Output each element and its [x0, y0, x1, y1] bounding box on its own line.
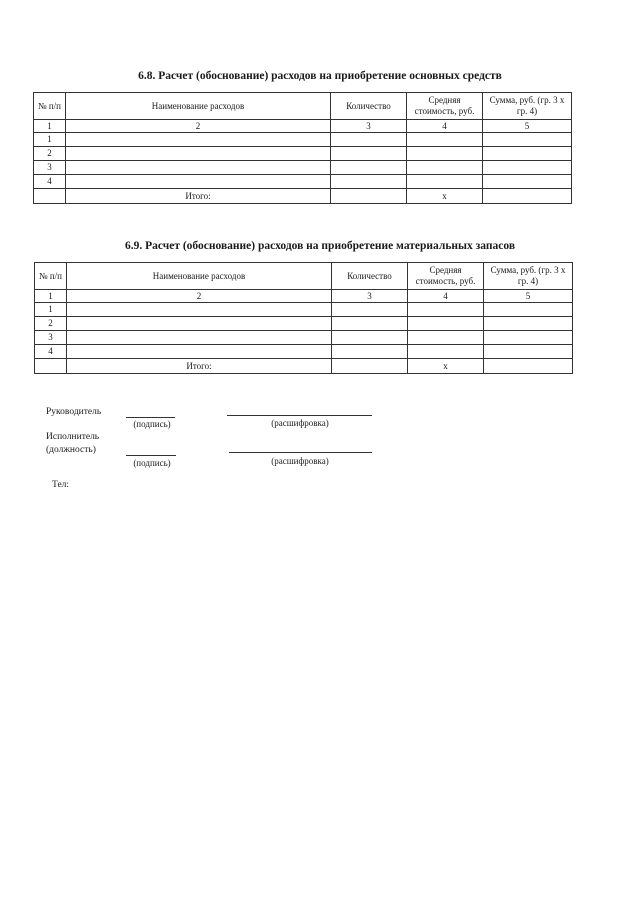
- table-row: [34, 133, 572, 147]
- column-number-row: [34, 120, 572, 133]
- header-num: № п/п: [35, 263, 67, 290]
- cell-avg[interactable]: [407, 161, 483, 175]
- header-avg-cost: Средняя стоимость, руб.: [408, 263, 484, 290]
- row-num: 4: [35, 345, 67, 359]
- phone-label: Тел:: [52, 480, 70, 490]
- cell-qty[interactable]: [332, 317, 408, 331]
- table-row: [35, 331, 573, 345]
- total-x: х: [408, 359, 484, 374]
- col-number: 2: [67, 290, 332, 303]
- total-sum[interactable]: [484, 359, 573, 374]
- table-row: [34, 175, 572, 189]
- executor-position-label: (должность): [46, 445, 96, 455]
- total-qty[interactable]: [331, 189, 407, 204]
- header-sum: Сумма, руб. (гр. 3 х гр. 4): [483, 93, 572, 120]
- head-decryption-caption: (расшифровка): [271, 418, 329, 428]
- executor-signature-caption: (подпись): [133, 458, 171, 468]
- row-num: 3: [35, 331, 67, 345]
- executor-label: Исполнитель: [46, 432, 100, 442]
- col-number: 3: [331, 120, 407, 133]
- header-sum: Сумма, руб. (гр. 3 х гр. 4): [484, 263, 573, 290]
- cell-qty[interactable]: [331, 175, 407, 189]
- col-number: 1: [34, 120, 66, 133]
- total-x: х: [407, 189, 483, 204]
- col-number: 4: [407, 120, 483, 133]
- cell-name[interactable]: [66, 161, 331, 175]
- cell-qty[interactable]: [331, 133, 407, 147]
- total-label: Итого:: [67, 359, 332, 374]
- table-row: [35, 345, 573, 359]
- cell-qty[interactable]: [332, 331, 408, 345]
- cell-sum[interactable]: [483, 161, 572, 175]
- head-signature-line[interactable]: [126, 417, 175, 418]
- cell-sum[interactable]: [483, 175, 572, 189]
- col-number: 2: [66, 120, 331, 133]
- executor-decryption-line[interactable]: [229, 452, 372, 453]
- total-row: [35, 359, 573, 374]
- row-num: 3: [34, 161, 66, 175]
- cell-avg[interactable]: [407, 133, 483, 147]
- row-num: 4: [34, 175, 66, 189]
- cell-name[interactable]: [67, 317, 332, 331]
- material-stocks-table: [34, 262, 573, 374]
- cell-name[interactable]: [67, 345, 332, 359]
- total-empty: [34, 189, 66, 204]
- col-number: 5: [484, 290, 573, 303]
- cell-qty[interactable]: [332, 345, 408, 359]
- total-qty[interactable]: [332, 359, 408, 374]
- header-qty: Количество: [332, 263, 408, 290]
- col-number: 5: [483, 120, 572, 133]
- cell-qty[interactable]: [331, 161, 407, 175]
- cell-sum[interactable]: [484, 317, 573, 331]
- row-num: 1: [35, 303, 67, 317]
- total-label: Итого:: [66, 189, 331, 204]
- cell-avg[interactable]: [408, 345, 484, 359]
- cell-sum[interactable]: [483, 133, 572, 147]
- cell-name[interactable]: [67, 331, 332, 345]
- head-label: Руководитель: [46, 407, 102, 417]
- header-name: Наименование расходов: [66, 93, 331, 120]
- table-header-row: [35, 263, 573, 290]
- table-row: [34, 161, 572, 175]
- row-num: 1: [34, 133, 66, 147]
- cell-name[interactable]: [67, 303, 332, 317]
- header-num: № п/п: [34, 93, 66, 120]
- fixed-assets-table: [33, 92, 572, 204]
- cell-sum[interactable]: [484, 345, 573, 359]
- row-num: 2: [34, 147, 66, 161]
- executor-signature-line[interactable]: [126, 455, 176, 456]
- cell-avg[interactable]: [407, 147, 483, 161]
- cell-avg[interactable]: [408, 317, 484, 331]
- cell-qty[interactable]: [332, 303, 408, 317]
- header-name: Наименование расходов: [67, 263, 332, 290]
- cell-avg[interactable]: [408, 331, 484, 345]
- cell-avg[interactable]: [408, 303, 484, 317]
- header-avg-cost: Средняя стоимость, руб.: [407, 93, 483, 120]
- cell-name[interactable]: [66, 175, 331, 189]
- column-number-row: [35, 290, 573, 303]
- cell-qty[interactable]: [331, 147, 407, 161]
- table-row: [35, 317, 573, 331]
- section-title-6-8: 6.8. Расчет (обоснование) расходов на приобретение основных средств: [138, 70, 502, 82]
- table-header-row: [34, 93, 572, 120]
- cell-sum[interactable]: [484, 303, 573, 317]
- executor-decryption-caption: (расшифровка): [271, 456, 329, 466]
- total-row: [34, 189, 572, 204]
- table-row: [34, 147, 572, 161]
- cell-name[interactable]: [66, 147, 331, 161]
- cell-sum[interactable]: [484, 331, 573, 345]
- col-number: 3: [332, 290, 408, 303]
- table-row: [35, 303, 573, 317]
- section-title-6-9: 6.9. Расчет (обоснование) расходов на приобретение материальных запасов: [124, 240, 516, 252]
- header-qty: Количество: [331, 93, 407, 120]
- cell-sum[interactable]: [483, 147, 572, 161]
- col-number: 1: [35, 290, 67, 303]
- cell-avg[interactable]: [407, 175, 483, 189]
- col-number: 4: [408, 290, 484, 303]
- total-sum[interactable]: [483, 189, 572, 204]
- head-decryption-line[interactable]: [227, 415, 372, 416]
- cell-name[interactable]: [66, 133, 331, 147]
- head-signature-caption: (подпись): [133, 419, 171, 429]
- total-empty: [35, 359, 67, 374]
- row-num: 2: [35, 317, 67, 331]
